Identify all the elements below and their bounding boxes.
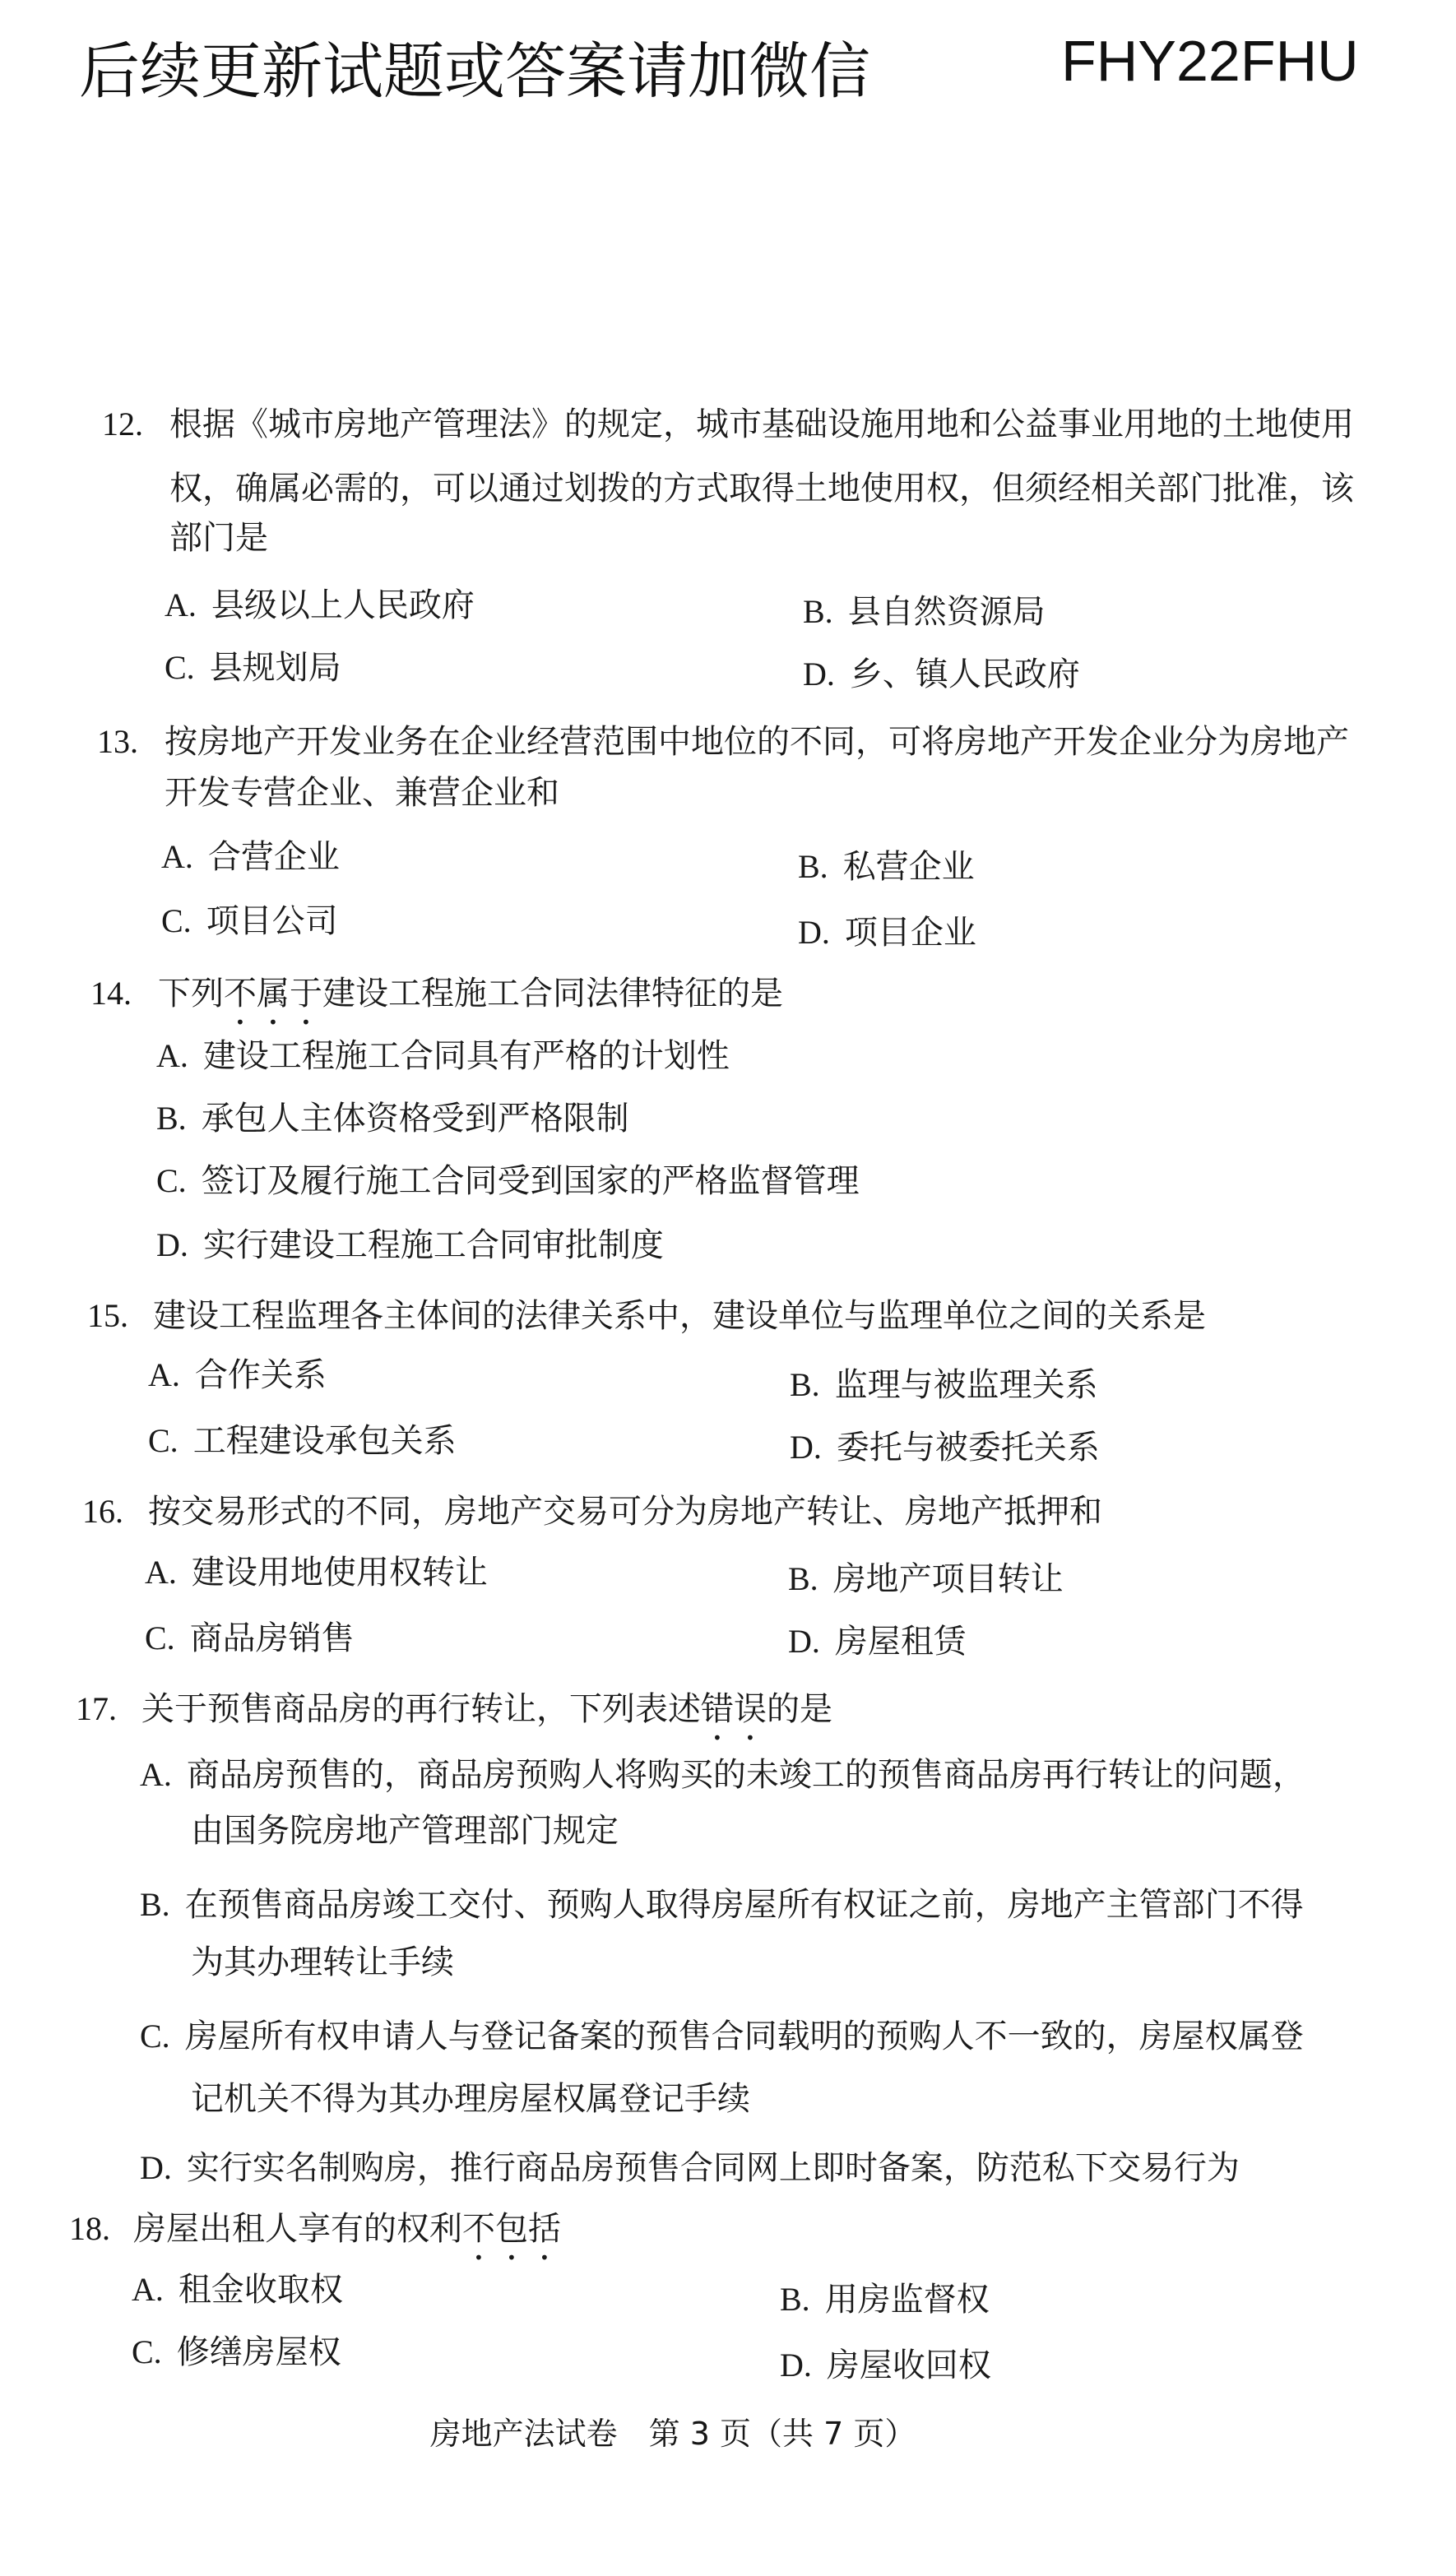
option-label: C. (145, 1619, 175, 1656)
option-a (148, 1355, 327, 1396)
question-number: 15. (87, 1297, 128, 1334)
option-text: 实行实名制购房，推行商品房预售合同网上即时备案，防范私下交易行为 (186, 2149, 1240, 2187)
option-text: 实行建设工程施工合同审批制度 (202, 1226, 664, 1264)
option-label: C. (161, 902, 192, 939)
option-label: B. (788, 1560, 818, 1597)
option-c (161, 901, 338, 942)
question-number: 13. (97, 723, 138, 760)
option-label: C. (132, 2333, 162, 2370)
option-text: 商品房销售 (189, 1619, 355, 1657)
option-label: D. (788, 1623, 820, 1660)
option-label: A. (145, 1554, 177, 1591)
question-stem-line (165, 772, 559, 813)
stem-text: 按房地产开发业务在企业经营范围中地位的不同，可将房地产开发企业分为房地产 (165, 723, 1349, 761)
option-label: C. (140, 2018, 170, 2055)
option-c (140, 2016, 1304, 2057)
option-d (156, 1225, 664, 1266)
option-d (780, 2345, 991, 2386)
option-label: A. (161, 838, 193, 875)
option-d (803, 654, 1080, 695)
option-text: 记机关不得为其办理房屋权属登记手续 (191, 2080, 750, 2118)
option-text: 乡、镇人民政府 (849, 656, 1080, 693)
option-c (145, 1618, 355, 1659)
option-text: 房屋收回权 (826, 2347, 991, 2384)
option-label: D. (798, 914, 830, 951)
option-label: C. (156, 1162, 187, 1199)
stem-text: 根据《城市房地产管理法》的规定，城市基础设施用地和公益事业用地的土地使用 (169, 405, 1354, 443)
option-text: 项目公司 (206, 902, 338, 940)
option-a (156, 1035, 730, 1077)
question-number: 16. (82, 1493, 123, 1530)
option-text: 房地产项目转让 (832, 1560, 1064, 1598)
wechat-id: FHY22FHU (1061, 29, 1359, 93)
option-text: 租金收取权 (178, 2271, 343, 2309)
option-c (165, 647, 341, 688)
option-label: D. (140, 2149, 172, 2186)
option-label: B. (156, 1100, 187, 1137)
option-a (132, 2269, 343, 2310)
option-text: 县自然资源局 (847, 593, 1046, 631)
emphasized-text: 不包括 (462, 2210, 561, 2248)
option-a (145, 1552, 488, 1593)
option-d (140, 2147, 1240, 2189)
option-a (191, 1810, 619, 1851)
option-d (788, 1621, 967, 1662)
option-label: D. (780, 2347, 812, 2384)
option-text: 监理与被监理关系 (834, 1366, 1098, 1404)
option-text: 用房监督权 (824, 2281, 990, 2319)
option-c (156, 1161, 860, 1202)
option-label: B. (803, 593, 833, 630)
question-stem-line (133, 2208, 561, 2268)
option-text: 房屋租赁 (834, 1623, 967, 1661)
question-stem-line (169, 517, 268, 558)
option-b (140, 1884, 1304, 1925)
stem-text: 按交易形式的不同，房地产交易可分为房地产转让、房地产抵押和 (148, 1493, 1102, 1531)
question-stem-line (165, 721, 1349, 762)
option-label: A. (140, 1756, 172, 1793)
option-label: B. (798, 848, 828, 885)
option-text: 签订及履行施工合同受到国家的严格监督管理 (201, 1162, 860, 1200)
stem-text: 关于预售商品房的再行转让，下列表述 (141, 1690, 701, 1728)
option-text: 私营企业 (842, 848, 975, 886)
option-text: 县规划局 (209, 649, 341, 687)
option-label: D. (803, 656, 835, 693)
option-text: 委托与被委托关系 (836, 1429, 1100, 1466)
option-text: 房屋所有权申请人与登记备案的预售合同载明的预购人不一致的，房屋权属登 (184, 2018, 1304, 2055)
stem-text: 下列 (158, 975, 224, 1012)
option-a (161, 836, 340, 878)
option-b (156, 1098, 629, 1139)
option-a (140, 1754, 1305, 1795)
stem-text: 开发专营企业、兼营企业和 (165, 774, 559, 812)
emphasized-text: 不属于 (224, 975, 322, 1012)
option-label: A. (165, 586, 197, 623)
option-text: 建设用地使用权转让 (191, 1554, 488, 1591)
stem-text: 建设工程施工合同法律特征的是 (322, 975, 783, 1012)
option-label: B. (780, 2281, 810, 2318)
stem-text: 权，确属必需的，可以通过划拨的方式取得土地使用权，但须经相关部门批准，该 (169, 470, 1354, 507)
option-b (803, 591, 1046, 632)
page-footer: 房地产法试卷 第 3 页（共 7 页） (429, 2416, 916, 2452)
option-text: 工程建设承包关系 (192, 1422, 457, 1460)
option-label: D. (790, 1429, 822, 1466)
option-label: B. (790, 1366, 820, 1403)
option-c (132, 2332, 341, 2373)
question-number: 12. (102, 405, 143, 442)
option-b (798, 846, 975, 887)
option-text: 商品房预售的，商品房预购人将购买的未竣工的预售商品房再行转让的问题， (186, 1756, 1305, 1794)
wechat-notice: 后续更新试题或答案请加微信 (79, 36, 870, 107)
option-d (790, 1427, 1100, 1468)
option-text: 合作关系 (194, 1356, 327, 1394)
question-stem-line (141, 1689, 832, 1748)
question-number: 14. (90, 975, 132, 1012)
stem-text: 部门是 (169, 519, 268, 557)
option-label: C. (165, 649, 195, 686)
option-text: 在预售商品房竣工交付、预购人取得房屋所有权证之前，房地产主管部门不得 (184, 1886, 1304, 1924)
emphasized-text: 错误 (701, 1690, 767, 1728)
option-label: A. (132, 2271, 164, 2308)
option-text: 承包人主体资格受到严格限制 (201, 1100, 629, 1137)
option-label: A. (148, 1356, 180, 1393)
option-text: 由国务院房地产管理部门规定 (191, 1812, 619, 1850)
option-text: 项目企业 (844, 914, 976, 952)
option-c (191, 2078, 750, 2120)
option-b (780, 2279, 990, 2320)
question-number: 17. (76, 1690, 117, 1727)
option-text: 合营企业 (207, 838, 340, 876)
option-d (798, 912, 976, 953)
question-stem-line (153, 1295, 1206, 1337)
option-c (148, 1420, 457, 1462)
stem-text: 的是 (767, 1690, 832, 1728)
option-b (788, 1559, 1064, 1600)
question-stem-line (169, 404, 1354, 445)
question-stem-line (148, 1491, 1102, 1532)
option-b (790, 1364, 1098, 1406)
option-text: 建设工程施工合同具有严格的计划性 (202, 1037, 730, 1075)
stem-text: 房屋出租人享有的权利 (133, 2210, 462, 2248)
question-stem-line (169, 468, 1354, 509)
option-label: A. (156, 1037, 188, 1074)
stem-text: 建设工程监理各主体间的法律关系中，建设单位与监理单位之间的关系是 (153, 1297, 1206, 1335)
option-label: B. (140, 1886, 170, 1923)
option-text: 县级以上人民政府 (211, 586, 475, 624)
option-text: 为其办理转让手续 (191, 1944, 454, 1981)
option-text: 修缮房屋权 (176, 2333, 341, 2371)
question-stem-line (158, 973, 783, 1032)
option-label: D. (156, 1226, 188, 1263)
option-label: C. (148, 1422, 179, 1459)
question-number: 18. (69, 2210, 110, 2247)
option-a (165, 585, 475, 626)
option-b (191, 1942, 454, 1983)
